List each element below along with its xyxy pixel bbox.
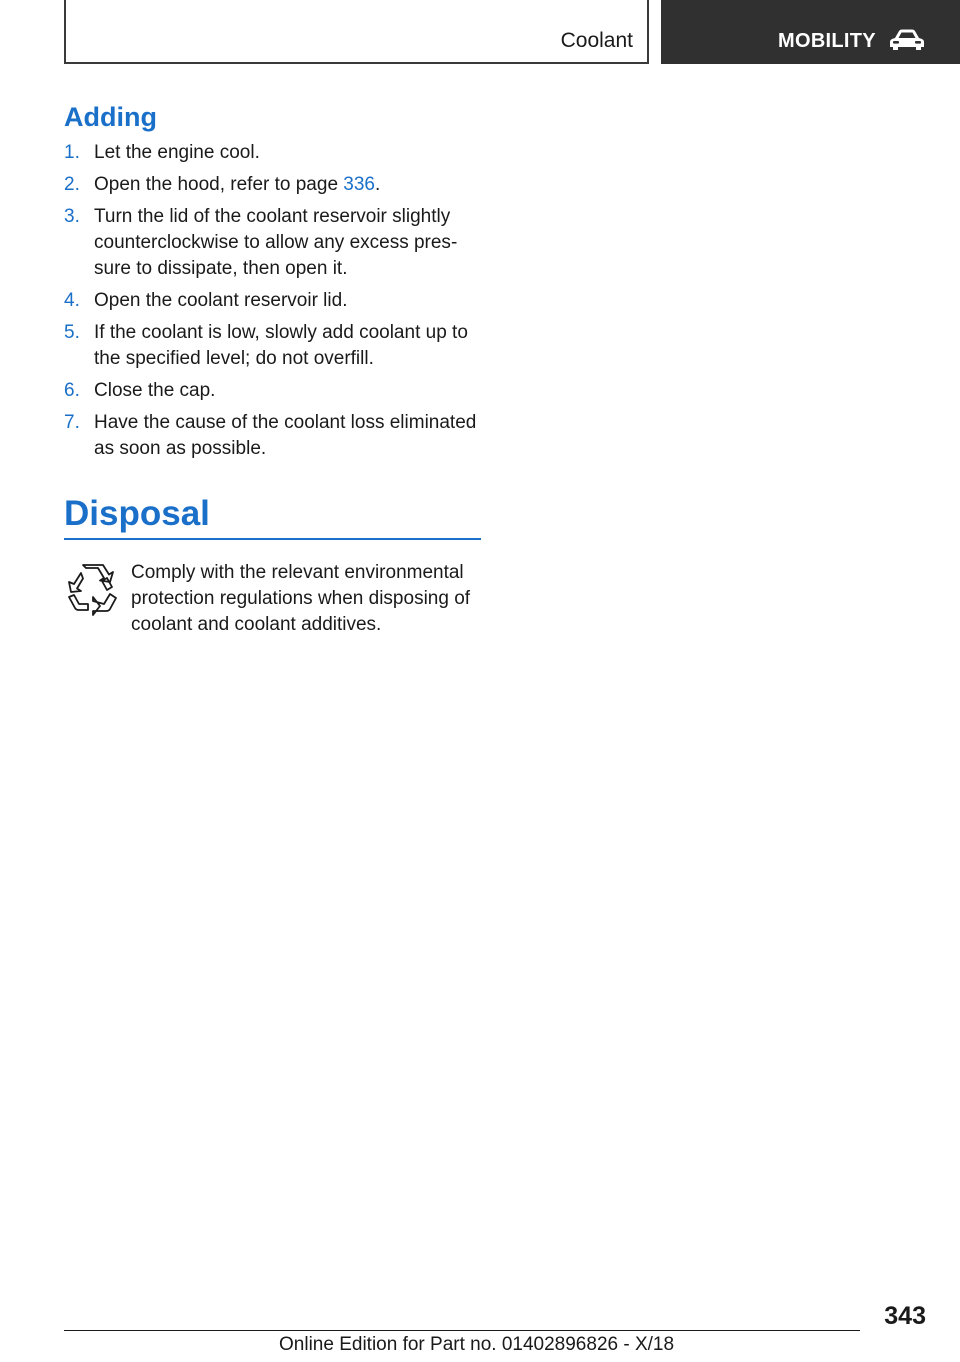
page-reference-link[interactable]: 336 <box>343 174 375 195</box>
step-text: Open the hood, refer to page <box>94 174 344 195</box>
list-item <box>64 288 484 314</box>
header-section-title: Coolant <box>560 29 633 52</box>
step-text: Turn the lid of the coolant reservoir slightly counterclockwise to allow any excess pressure to dissipate, then open it. <box>94 206 458 279</box>
step-text: Let the engine cool. <box>94 142 260 163</box>
adding-steps-list <box>64 140 484 468</box>
list-item <box>64 378 484 404</box>
section-title-adding: Adding <box>64 102 157 132</box>
step-number: 6. <box>64 380 80 401</box>
step-number: 2. <box>64 174 80 195</box>
list-item <box>64 410 484 462</box>
section-title-disposal: Disposal <box>64 494 210 533</box>
list-item <box>64 204 484 282</box>
step-number: 7. <box>64 412 80 433</box>
step-text: If the coolant is low, slowly add coolant up to the specified level; do not overfill. <box>94 322 468 369</box>
footer-divider <box>64 1330 860 1331</box>
recycle-icon <box>66 564 118 618</box>
step-text: Close the cap. <box>94 380 216 401</box>
list-item <box>64 140 484 166</box>
footer-edition-text: Online Edition for Part no. 01402896826 - X/18 <box>279 1334 675 1355</box>
step-number: 4. <box>64 290 80 311</box>
step-text-end: . <box>375 174 381 195</box>
step-number: 5. <box>64 322 80 343</box>
header-chapter-box[interactable] <box>661 0 960 64</box>
section-divider <box>64 538 481 540</box>
step-number: 3. <box>64 206 80 227</box>
header-section-box <box>64 0 649 64</box>
step-number: 1. <box>64 142 80 163</box>
list-item <box>64 320 484 372</box>
list-item <box>64 172 484 198</box>
car-icon <box>888 28 926 52</box>
disposal-text: Comply with the relevant environmental protection regulations when disposing of coolant and coolant additives. <box>131 562 471 635</box>
page-number: 343 <box>884 1302 926 1330</box>
step-text: Have the cause of the coolant loss eliminated as soon as possible. <box>94 412 477 459</box>
header-chapter-title: MOBILITY <box>778 30 876 52</box>
step-text: Open the coolant reservoir lid. <box>94 290 348 311</box>
